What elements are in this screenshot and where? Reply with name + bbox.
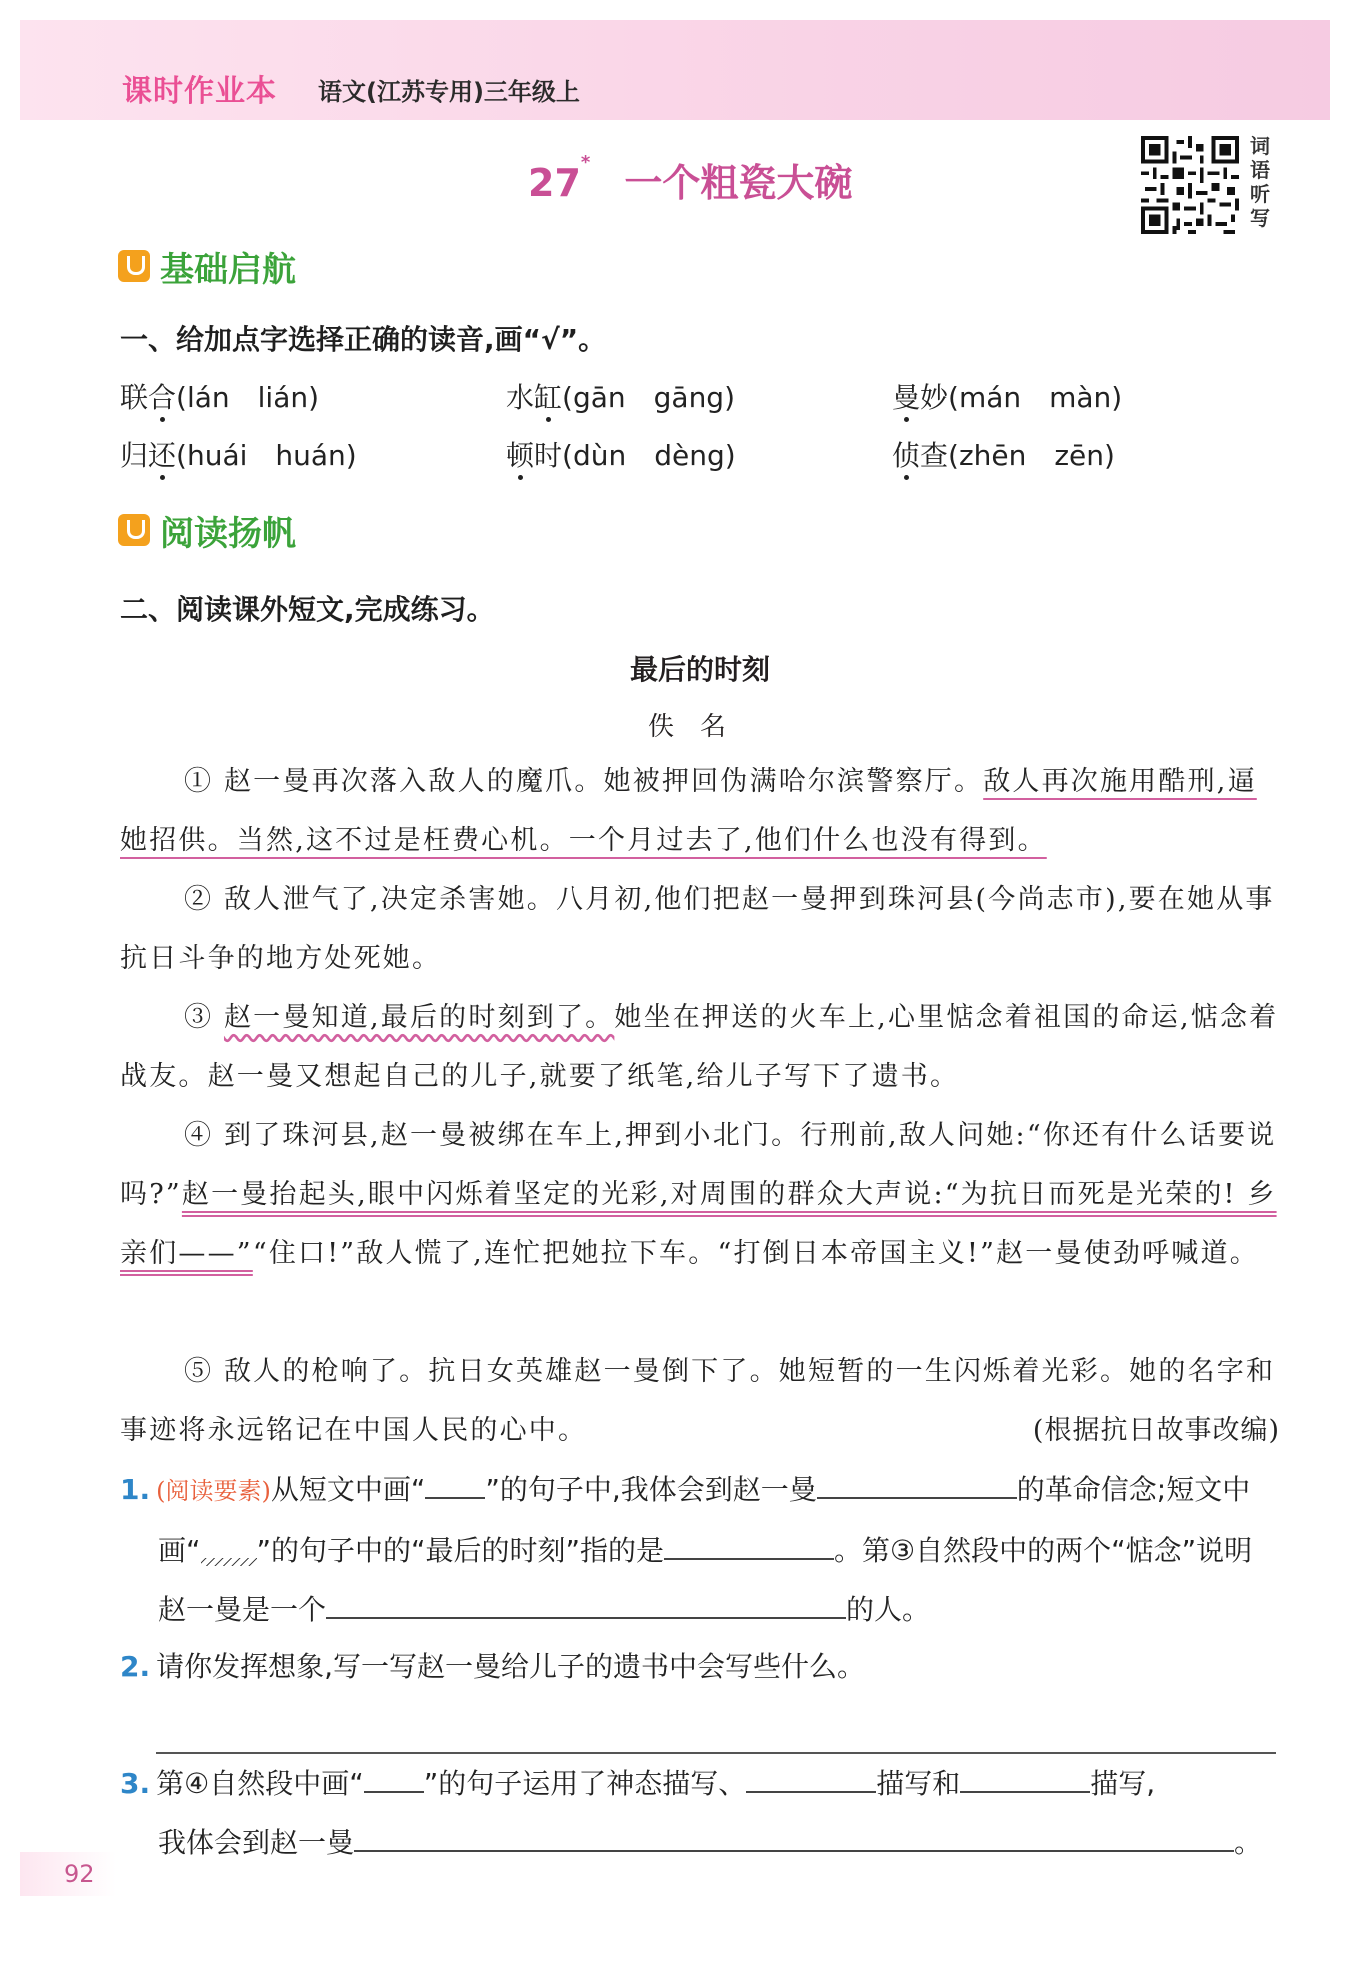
pinyin-item[interactable]: 曼妙(mán màn) [892, 381, 1123, 414]
source-note: (根据抗日故事改编) [1032, 1415, 1280, 1446]
wavy-underlined-sentence: 赵一曼知道,最后的时刻到了。 [223, 1002, 615, 1033]
answer-blank[interactable] [354, 1822, 1234, 1852]
pinyin-item[interactable]: 顿时(dùn dèng) [506, 439, 736, 472]
paragraph-1: ① 赵一曼再次落入敌人的魔爪。她被押回伪满哈尔滨警察厅。敌人再次施用酷刑,逼她招供。当然,这不过是枉费心机。一个月过去了,他们什么也没有得到。 [120, 766, 1257, 856]
paragraph-2: ② 敌人泄气了,决定杀害她。八月初,他们把赵一曼押到珠河县(今尚志市),要在她从事抗日斗争的地方处死她。 [120, 884, 1275, 974]
pinyin-item[interactable]: 联合(lán lián) [120, 381, 320, 414]
qr-label: 词 语 听 写 [1250, 134, 1270, 230]
exercise-1: 1. (阅读要素)从短文中画“ ”的句子中,我体会到赵一曼 的革命信念;短文中画“ ”的句子中的“最后的时刻”指的是 。第③自然段中的两个“惦念”说明赵一曼是一个 的人。 [120, 1460, 1280, 1639]
answer-blank[interactable] [664, 1530, 834, 1560]
brand-title: 课时作业本 [122, 74, 277, 109]
double-underlined-sentence: 赵一曼抬起头,眼中闪烁着坚定的光彩,对周围的群众大声说:“为抗日而死是光荣的! 乡亲们——” [120, 1179, 1277, 1269]
question-2-heading: 二、阅读课外短文,完成练习。 [120, 593, 495, 626]
subject-label: 语文(江苏专用)三年级上 [318, 78, 580, 106]
sail-icon [118, 514, 150, 546]
answer-blank[interactable] [960, 1763, 1090, 1793]
question-1-heading: 一、给加点字选择正确的读音,画“√”。 [120, 323, 607, 356]
anchor-icon [118, 250, 150, 282]
paragraph-4: ④ 到了珠河县,赵一曼被绑在车上,押到小北门。行刑前,敌人问她:“你还有什么话要说吗?”赵一曼抬起头,眼中闪烁着坚定的光彩,对周围的群众大声说:“为抗日而死是光荣的! 乡亲们——”“住口!”敌人慌了,连忙把她拉下车。“打倒日本帝国主义!”赵一曼使劲呼喊道。 [120, 1120, 1277, 1269]
lesson-name: 一个粗瓷大碗 [624, 161, 853, 205]
exercise-3: 3. 第④自然段中画“ ”的句子运用了神态描写、 描写和 描写, 我体会到赵一曼 。 [120, 1754, 1280, 1872]
pinyin-item[interactable]: 水缸(gān gāng) [506, 381, 736, 414]
lesson-number: 27* [528, 152, 591, 205]
article-author: 佚名 [647, 712, 752, 742]
answer-blank[interactable] [817, 1469, 1017, 1499]
reading-element-tag: (阅读要素) [156, 1477, 271, 1505]
answer-blank[interactable] [425, 1469, 485, 1499]
article-title: 最后的时刻 [629, 653, 770, 686]
exercise-2: 2. 请你发挥想象,写一写赵一曼给儿子的遗书中会写些什么。 [120, 1650, 866, 1683]
answer-blank[interactable] [364, 1763, 424, 1793]
answer-blank-wavy[interactable] [201, 1540, 257, 1560]
pinyin-item[interactable]: 侦查(zhēn zēn) [892, 439, 1115, 472]
section-basic: 基础启航 [118, 246, 296, 286]
page-number: 92 [20, 1852, 116, 1896]
answer-blank[interactable] [326, 1589, 846, 1619]
pinyin-item[interactable]: 归还(huái huán) [120, 439, 357, 472]
paragraph-3: ③ 赵一曼知道,最后的时刻到了。她坐在押送的火车上,心里惦念着祖国的命运,惦念着战友。赵一曼又想起自己的儿子,就要了纸笔,给儿子写下了遗书。 [120, 1002, 1279, 1092]
lesson-title [528, 152, 852, 207]
underlined-sentence: 敌人再次施用酷刑,逼她招供。当然,这不过是枉费心机。一个月过去了,他们什么也没有得到。 [120, 766, 1257, 856]
paragraph-5: ⑤ 敌人的枪响了。抗日女英雄赵一曼倒下了。她短暂的一生闪烁着光彩。她的名字和事迹将永远铭记在中国人民的心中。 (根据抗日故事改编) [120, 1342, 1280, 1460]
answer-blank[interactable] [746, 1763, 876, 1793]
qr-code-icon[interactable] [1140, 136, 1240, 234]
section-reading: 阅读扬帆 [118, 510, 296, 550]
